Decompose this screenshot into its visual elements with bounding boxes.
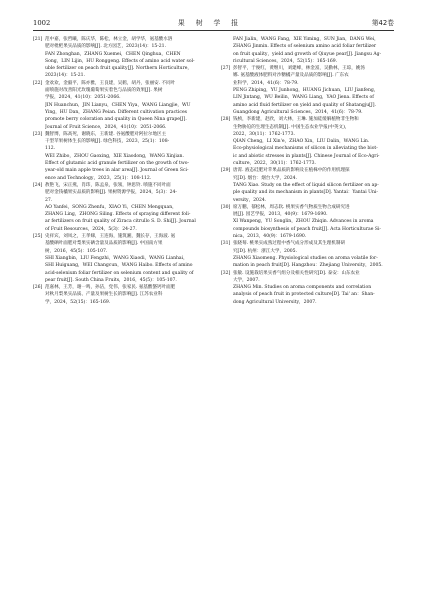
reference-line: Journal of Fruit Science，2024，41(10)：2051-2066. (45, 124, 167, 130)
reference-line: 彭智平，于俊红，黄继川，刘建峰，林金富，吴勤林，王琼，姚汤 (233, 66, 365, 72)
reference-line: 大学，2007. (233, 277, 260, 283)
reference-line: 展[J]. 园艺学报，2013，40(9)：1679-1690. (233, 212, 328, 218)
reference-number: [28] (221, 117, 231, 123)
reference-line: 娜. 氨基酸液体肥料对沙糖橘产量及品质的影响[J]. 广东农 (233, 73, 349, 79)
reference-line: mation in peach fruit[D]. Hangzhou：Zhejiang University，2005. (233, 263, 383, 269)
header-rule (33, 30, 394, 31)
reference-line: versity，2024. (233, 197, 267, 203)
reference-line: ple quality and its mechanism in plants[D]. Yantai：Yantai Uni- (233, 190, 378, 196)
reference-line: promote berry coloration and quality in Queen Nina grape[J]. (45, 117, 187, 123)
reference-line: LIN Jintang，WU Beilin，WANG Liang，YAO Jiena. Effects of (233, 95, 374, 101)
reference-line: 钱桢，李新建，赵欣，刘大林，王琳. 施加硅缓解植物非生物和 (233, 117, 359, 123)
reference-line: 席万鹏，郁松林，周志软. 桃果实香气物质生物合成研究进 (233, 204, 350, 210)
reference-line: dong Agricultural University，2007. (233, 299, 317, 305)
reference-line: 范嘉林，王芳，谢一鸣，孙洁，党伟，张家民. 氨基酸螯钙叶面肥 (45, 285, 176, 291)
reference-entry (33, 233, 206, 284)
reference-line: ic and abiotic stresses in plants[J]. Chinese Journal of Eco-Agri- (233, 153, 380, 159)
reference-line: amino acid fluid fertilizer on yield and quality of Shatangju[J]. (233, 102, 376, 108)
reference-entry (33, 284, 206, 306)
reference-line: ence and Technology，2023，25(1)：108-112. (45, 175, 152, 181)
reference-line: culture，2022，30(11)：1762-1773. (233, 161, 317, 167)
reference-number: [27] (221, 66, 231, 72)
reference-line: 对秋月梨果实品质、产量及果树生长的影响[J]. 江苏农业科 (45, 292, 163, 298)
reference-column-right (221, 36, 394, 306)
reference-line: 树，2016，45(5)：105-107. (45, 248, 108, 254)
reference-line: PENG Zhiping，YU Junhong，HUANG Jichuan，LIU Jianfeng， (233, 88, 379, 94)
reference-line: 肥对金钱橘果实品质的影响[J]. 果树资源学报，2024，5(3)：24- (45, 190, 177, 196)
reference-line: 2023(14)：15-21. (45, 73, 86, 79)
reference-number: [32] (221, 270, 231, 276)
reference-line: 张敏. 设施栽培果实香气组分及相关性研究[D]. 泰安：山东农业 (233, 270, 360, 276)
reference-line: 面喷施对改善阳光玫瑰葡萄果实着色与品质的效果[J]. 果树 (45, 88, 163, 94)
reference-entry (221, 116, 394, 167)
reference-line: 业科学，2014，41(6)：78-79. (233, 80, 299, 86)
reference-entry (33, 182, 206, 233)
reference-line: Song，LIN Lijin，HU Ronggeng. Effects of amino acid water sol- (45, 58, 195, 64)
reference-number: [24] (33, 182, 43, 188)
reference-entry (33, 131, 206, 182)
reference-column-left (33, 36, 206, 306)
journal-name: 果树学报 (177, 19, 250, 27)
reference-line: ZHANG Ling，ZHONG Siling. Effects of spraying different foli- (45, 212, 191, 218)
reference-entry (221, 36, 394, 65)
page-number: 1002 (33, 19, 51, 27)
reference-line: 唐霄. 液态硅肥对苹果品质的影响及在植株中的作用机理探 (233, 168, 350, 174)
reference-line: of Fruit Resources，2024，5(3)：24-27. (45, 226, 137, 232)
reference-line: ZHANG Min. Studies on aroma components and correlation (233, 285, 372, 291)
reference-line: 112. (45, 146, 56, 152)
reference-line: ZHANG Jinmin. Effects of selenium amino acid foliar fertilizer (233, 44, 377, 50)
reference-line: Guangdong Agricultural Sciences，2014，41(6)：78-79. (233, 109, 363, 115)
reference-number: [23] (33, 131, 43, 137)
reference-line: 史祥宾，刘凤之，王孝娣，王连海，施筑湘，魏长存，王海波. 氨 (45, 234, 176, 240)
reference-line: XI Wanpeng，YU Songlin，ZHOU Zhiqin. Advances in aroma (233, 219, 374, 225)
reference-entry (33, 36, 206, 80)
reference-line: 2022，30(11)：1762-1773. (233, 131, 295, 137)
reference-line: uble fertilizer on peach fruit quality[J]. Northern Horticulture， (45, 66, 192, 72)
reference-line: FAN Zhonghan，ZHANG Xuemei，CHEN Qinghua，CHEN (45, 51, 181, 57)
reference-entry (221, 167, 394, 203)
reference-number: [31] (221, 241, 231, 247)
reference-line: Eco-physiological mechanisms of silicon in alleviating the biot- (233, 146, 378, 152)
reference-entry (221, 65, 394, 116)
reference-entry (33, 80, 206, 131)
reference-line: compounds biosynthesis of peach fruit[J]. Acta Horticulturae Si- (233, 226, 381, 232)
reference-line: 基酸硒叶面肥对梨果实硒含量及品质的影响[J]. 中国南方果 (45, 241, 163, 247)
reference-line: 魏智博，陈高死，谢晓东，王新建. 谷氨酸肥对阿拉尔地区主 (45, 131, 167, 137)
reference-line: 生物胁迫的生理生态机制[J]. 中国生态农业学报(中英文)， (233, 124, 350, 130)
reference-line: acid-selenium foliar fertilizer on selenium content and quality of (45, 270, 194, 276)
reference-line: 究[D]. 烟台：烟台大学，2024. (233, 175, 298, 181)
reference-number: [21] (33, 37, 43, 42)
reference-line: 27. (45, 197, 53, 203)
reference-line: TANG Xiao. Study on the effect of liquid silicon fertilizer on ap- (233, 182, 379, 188)
reference-line: Ying，HU Dan，ZHANG Peian. Different cultivation practices (45, 109, 187, 115)
reference-line: 干型苹果树体生长的影响[J]. 绿色科技，2023，25(1)：108- (45, 139, 170, 145)
reference-line: year-old main apple trees in alar area[J]. Journal of Green Sci- (45, 168, 189, 174)
reference-line: FAN Jialin，WANG Fang，XIE Yiming，SUN Jian，DANG Wei， (233, 37, 379, 42)
reference-line: analysis of peach fruit in protected culture[D]. Tai' an：Shan- (233, 292, 375, 298)
reference-number: [25] (33, 234, 43, 240)
reference-line: nica，2013，40(9)：1679-1690. (233, 234, 307, 240)
reference-line: Effect of glutamic acid granule fertilizer on the growth of two- (45, 161, 190, 167)
reference-line: 范中嘉，张哲曦，陈庆华，陈松，林立金，胡学华，氨基酸水溶 (45, 37, 173, 42)
reference-line: 张晓莓. 桃果实成熟过程中香气成分形成及其生理机制研 (233, 241, 346, 247)
reference-line: SHI Xiangbin，LIU Fengzhi，WANG Xiaodi，WANG Lianhai， (45, 255, 188, 261)
reference-line: 敖艳飞，宋正燕，肖玮，陈孟泉，张领，钟思铃. 喷施不同叶面 (45, 182, 171, 188)
reference-number: [22] (33, 80, 43, 86)
reference-line: JIN Huanchun，JIN Lianyu，CHEN Yiya，WANG Liangjie，WU (45, 102, 191, 108)
reference-entry (221, 270, 394, 306)
reference-line: 学，2024，52(15)：165-169. (45, 299, 111, 305)
reference-line: ZHANG Xiaomeng. Physiological studies on aroma volatile for- (233, 255, 378, 261)
reference-line: on fruit quality，yield and growth of Qiuyue pear[J]. Jiangsu Ag- (233, 51, 382, 57)
reference-entry (221, 240, 394, 269)
reference-line: ar fertilizers on fruit quality of Ziraca citrullo S. D. Shi[J]. Journal (45, 219, 196, 225)
reference-number: [26] (33, 285, 43, 291)
reference-line: ricultural Sciences，2024，52(15)：165-169. (233, 58, 338, 64)
running-header (33, 17, 394, 29)
reference-line: 究[D]. 杭州：浙江大学，2005. (233, 248, 298, 254)
reference-line: pear fruit[J]. South China Fruits，2016，45(5)：105-107. (45, 277, 177, 283)
reference-line: SHI Huiguang，WEI Changcun，WANG Haibo. Effects of amino (45, 263, 193, 269)
reference-number: [29] (221, 168, 231, 174)
reference-number: [30] (221, 204, 231, 210)
reference-line: 肥对枇杷果实品质的影响[J]. 北方园艺，2023(14)：15-21. (45, 44, 167, 50)
reference-line: AO Yanfei，SONG Zhenfu，XIAO Yi，CHEN Mengquan， (45, 204, 177, 210)
reference-line: 金欢欢，金毅平，陈亦雅，王良建，吴鹤，胡丹，张丽安. 不同叶 (45, 80, 176, 86)
reference-entry (221, 204, 394, 240)
volume-label: 第42卷 (371, 19, 394, 27)
reference-line: QIAN Cheng，LI Xin'e，ZHAO Xin，LIU Dalin，WANG Lin. (233, 139, 370, 145)
reference-line: WEI Zhibo，ZHOU Gaoxing，XIE Xiaodong，WANG Xinjian. (45, 153, 184, 159)
reference-line: 学报，2024，41(10)：2051-2066. (45, 95, 121, 101)
